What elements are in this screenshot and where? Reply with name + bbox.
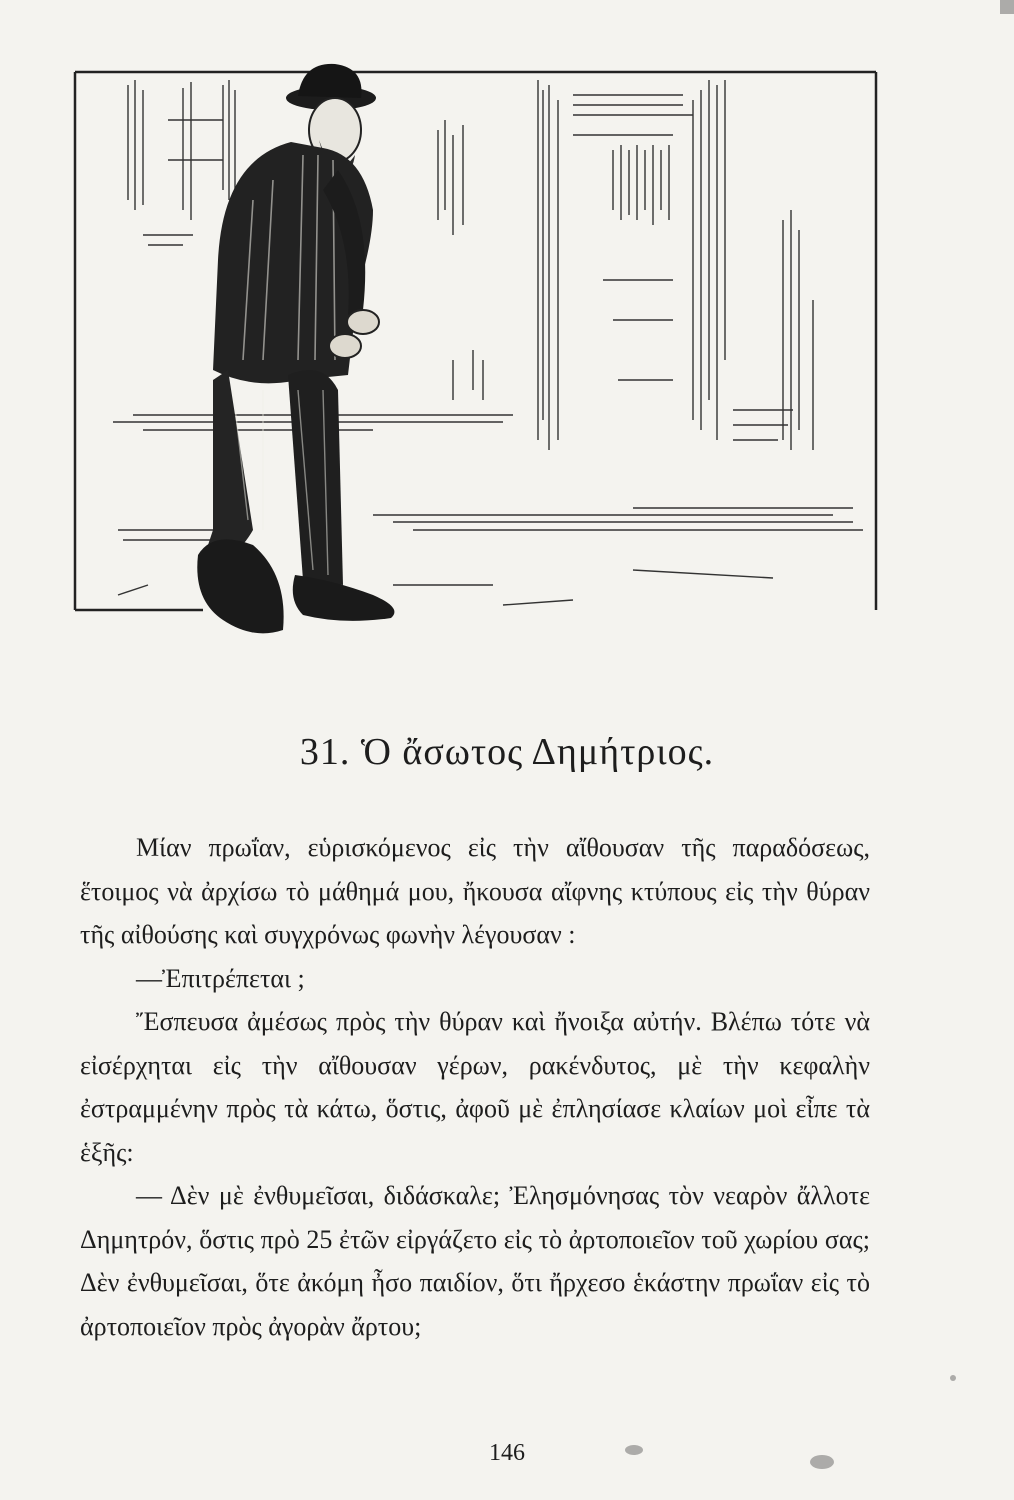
paragraph-4: — Δὲν μὲ ἐνθυμεῖσαι, διδάσκαλε; Ἐλησμόνησας τὸν νεαρὸν ἄλλοτε Δημητρόν, ὅστις πρὸ 25 ἐτῶν εἰργάζετο εἰς τὸ ἀρτοποιεῖον τοῦ χωρίου σας; Δὲν ἐνθυμεῖσαι, ὅτε ἀκόμη ἦσο παιδίον, ὅτι ἤρχεσο ἑκάστην πρωΐαν εἰς τὸ ἀρτοποιεῖον πρὸς ἀγορὰν ἄρτου; (80, 1181, 870, 1341)
old-man-illustration (73, 60, 878, 640)
scan-speck (625, 1445, 643, 1455)
old-man-figure (197, 64, 394, 633)
page-number: 146 (489, 1440, 525, 1466)
scan-speck (810, 1455, 834, 1469)
chapter-title: 31. Ὁ ἄσωτος Δημήτριος. (299, 731, 715, 773)
paragraph-3: Ἔσπευσα ἀμέσως πρὸς τὴν θύραν καὶ ἤνοιξα αὐτήν. Βλέπω τότε νὰ εἰσέρχηται εἰς τὴν αἴθουσαν γέρων, ρακένδυτος, μὲ τὴν κεφαλὴν ἐστραμμένην πρὸς τὰ κάτω, ὅστις, ἀφοῦ μὲ ἐπλησίασε κλαίων μοὶ εἶπε τὰ ἑξῆς: (80, 1007, 870, 1167)
story-text (80, 826, 870, 1348)
scan-speck (950, 1375, 956, 1381)
scan-speck (1000, 0, 1014, 14)
paragraph-2: —Ἐπιτρέπεται ; (136, 963, 305, 993)
paragraph-1: Μίαν πρωΐαν, εὑρισκόμενος εἰς τὴν αἴθουσαν τῆς παραδόσεως, ἕτοιμος νὰ ἀρχίσω τὸ μάθημά μου, ἤκουσα αἴφνης κτύπους εἰς τὴν θύραν τῆς αἰθούσης καὶ συγχρόνως φωνὴν λέγουσαν : (80, 833, 870, 949)
